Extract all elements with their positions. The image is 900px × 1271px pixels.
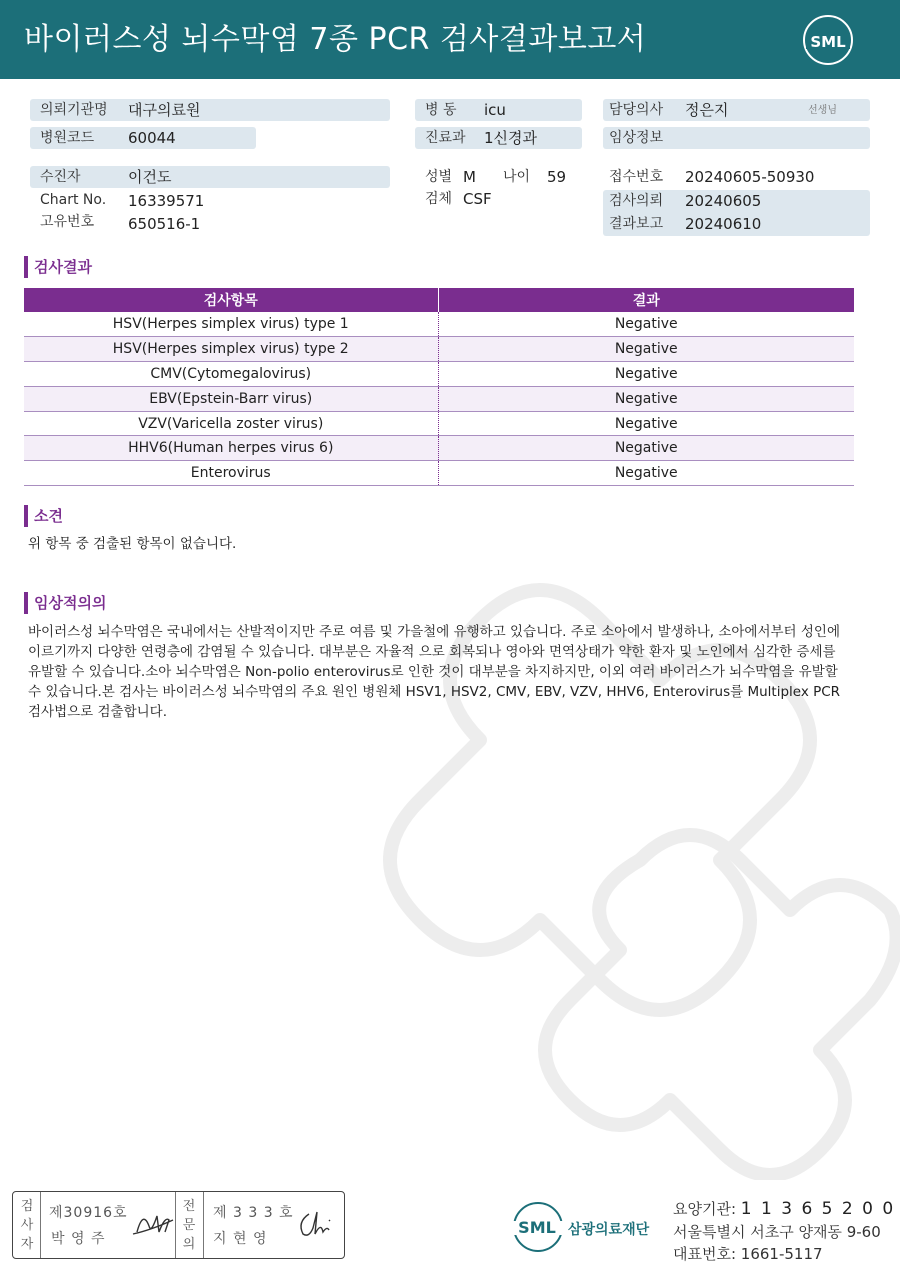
phone-number: 1661-5117 bbox=[740, 1245, 823, 1263]
clinical-label: 임상정보 bbox=[609, 130, 664, 146]
test-result: Negative bbox=[438, 386, 854, 411]
institution-value: 대구의료원 bbox=[128, 101, 201, 119]
care-institution bbox=[673, 1198, 895, 1219]
test-item: EBV(Epstein-Barr virus) bbox=[24, 386, 438, 411]
report-header bbox=[0, 0, 900, 79]
specialist-license-no: 제 3 3 3 호 bbox=[213, 1205, 294, 1221]
ward-value: icu bbox=[484, 101, 506, 119]
chart-value: 16339571 bbox=[128, 192, 205, 210]
test-result: Negative bbox=[438, 436, 854, 461]
age-label: 나이 bbox=[503, 169, 531, 185]
sml-logo-text: SML bbox=[810, 33, 846, 51]
results-table bbox=[24, 288, 854, 486]
test-item: HSV(Herpes simplex virus) type 2 bbox=[24, 337, 438, 362]
results-section-title: 검사결과 bbox=[24, 256, 92, 278]
uid-value: 650516-1 bbox=[128, 215, 201, 233]
patient-value: 이건도 bbox=[128, 168, 172, 186]
hospital-code-label: 병원코드 bbox=[40, 130, 95, 146]
report-date-label: 결과보고 bbox=[609, 216, 664, 232]
uid-label: 고유번호 bbox=[40, 214, 95, 230]
dept-value: 1신경과 bbox=[484, 129, 538, 147]
patient-label: 수진자 bbox=[40, 169, 81, 185]
sml-org-logo bbox=[510, 1199, 566, 1255]
care-label: 요양기관: bbox=[673, 1200, 741, 1218]
table-row bbox=[24, 312, 854, 337]
test-item: CMV(Cytomegalovirus) bbox=[24, 362, 438, 387]
patient-row bbox=[30, 166, 390, 188]
request-value: 20240605 bbox=[685, 192, 762, 210]
table-row bbox=[24, 362, 854, 387]
findings-section-title: 소견 bbox=[24, 505, 63, 527]
table-row bbox=[24, 411, 854, 436]
inspector-license-no: 제30916호 bbox=[49, 1205, 128, 1221]
results-header-row bbox=[24, 288, 854, 312]
test-result: Negative bbox=[438, 337, 854, 362]
receipt-label: 접수번호 bbox=[609, 169, 664, 185]
table-row bbox=[24, 386, 854, 411]
table-row bbox=[24, 436, 854, 461]
sex-value: M bbox=[463, 168, 476, 186]
phone-label: 대표번호: bbox=[673, 1245, 741, 1263]
findings-text: 위 항목 중 검출된 항목이 없습니다. bbox=[28, 536, 237, 552]
clinical-meaning-section-title: 임상적의의 bbox=[24, 592, 106, 614]
org-address: 서울특별시 서초구 양재동 9-60 bbox=[673, 1223, 881, 1241]
table-row bbox=[24, 461, 854, 486]
request-label: 검사의뢰 bbox=[609, 193, 664, 209]
clinical-meaning-line: 이르기까지 다양한 연령층에 감염될 수 있습니다. 대부분은 자율적 으로 회복되나 영아와 면역상태가 약한 환자 및 노인에서 심각한 증세를 bbox=[28, 644, 836, 660]
test-item: VZV(Varicella zoster virus) bbox=[24, 411, 438, 436]
test-result: Negative bbox=[438, 362, 854, 387]
dept-label: 진료과 bbox=[425, 130, 466, 146]
test-item: Enterovirus bbox=[24, 461, 438, 486]
doctor-value: 정은지 bbox=[685, 101, 729, 119]
specimen-label: 검체 bbox=[425, 191, 453, 207]
clinical-meaning-line: 유발할 수 있습니다.소아 뇌수막염은 Non-polio enterovirus로 인한 것이 대부분을 차지하지만, 이외 여러 바이러스가 뇌수막염을 유발할 bbox=[28, 664, 838, 680]
age-value: 59 bbox=[547, 168, 567, 186]
doctor-label: 담당의사 bbox=[609, 102, 664, 118]
org-phone bbox=[673, 1243, 823, 1264]
care-number: 1 1 3 6 5 2 0 0 bbox=[740, 1199, 896, 1219]
inspector-signature-icon bbox=[131, 1206, 177, 1240]
specialist-label bbox=[179, 1197, 199, 1254]
ward-label: 병 동 bbox=[425, 102, 457, 118]
doctor-suffix: 선생님 bbox=[808, 105, 837, 116]
institution-label: 의뢰기관명 bbox=[40, 102, 108, 118]
signature-box bbox=[12, 1191, 345, 1259]
inspector-label-text: 검사자 bbox=[20, 1199, 34, 1252]
receipt-value: 20240605-50930 bbox=[685, 168, 815, 186]
chart-label: Chart No. bbox=[40, 192, 107, 208]
table-row bbox=[24, 337, 854, 362]
test-result: Negative bbox=[438, 461, 854, 486]
clinical-meaning-line: 바이러스성 뇌수막염은 국내에서는 산발적이지만 주로 여름 및 가을철에 유행하고 있습니다. 주로 소아에서 발생하나, 소아에서부터 성인에 bbox=[28, 624, 840, 640]
org-name: 삼광의료재단 bbox=[568, 1222, 650, 1238]
test-result: Negative bbox=[438, 411, 854, 436]
specialist-name: 지 현 영 bbox=[213, 1231, 268, 1247]
hospital-code-value: 60044 bbox=[128, 129, 176, 147]
specialist-signature-icon bbox=[295, 1206, 341, 1242]
report-date-value: 20240610 bbox=[685, 215, 762, 233]
inspector-name: 박 영 주 bbox=[51, 1231, 106, 1247]
test-item: HHV6(Human herpes virus 6) bbox=[24, 436, 438, 461]
sex-label: 성별 bbox=[425, 169, 453, 185]
specialist-label-text: 전문의 bbox=[182, 1199, 196, 1252]
clinical-meaning-text bbox=[28, 622, 840, 722]
report-title: 바이러스성 뇌수막염 7종 PCR 검사결과보고서 bbox=[24, 22, 647, 57]
col-result-header: 결과 bbox=[438, 288, 854, 312]
sml-logo bbox=[800, 12, 856, 68]
inspector-label bbox=[17, 1197, 37, 1254]
sml-org-logo-text: SML bbox=[518, 1218, 556, 1237]
clinical-meaning-line: 수 있습니다.본 검사는 바이러스성 뇌수막염의 주요 원인 병원체 HSV1, HSV2, CMV, EBV, VZV, HHV6, Enterovirus를 Multiplex PCR bbox=[28, 684, 841, 700]
specimen-value: CSF bbox=[463, 190, 492, 208]
clinical-meaning-line: 검사법으로 검출합니다. bbox=[28, 704, 167, 720]
test-result: Negative bbox=[438, 312, 854, 337]
test-item: HSV(Herpes simplex virus) type 1 bbox=[24, 312, 438, 337]
col-item-header: 검사항목 bbox=[24, 288, 438, 312]
